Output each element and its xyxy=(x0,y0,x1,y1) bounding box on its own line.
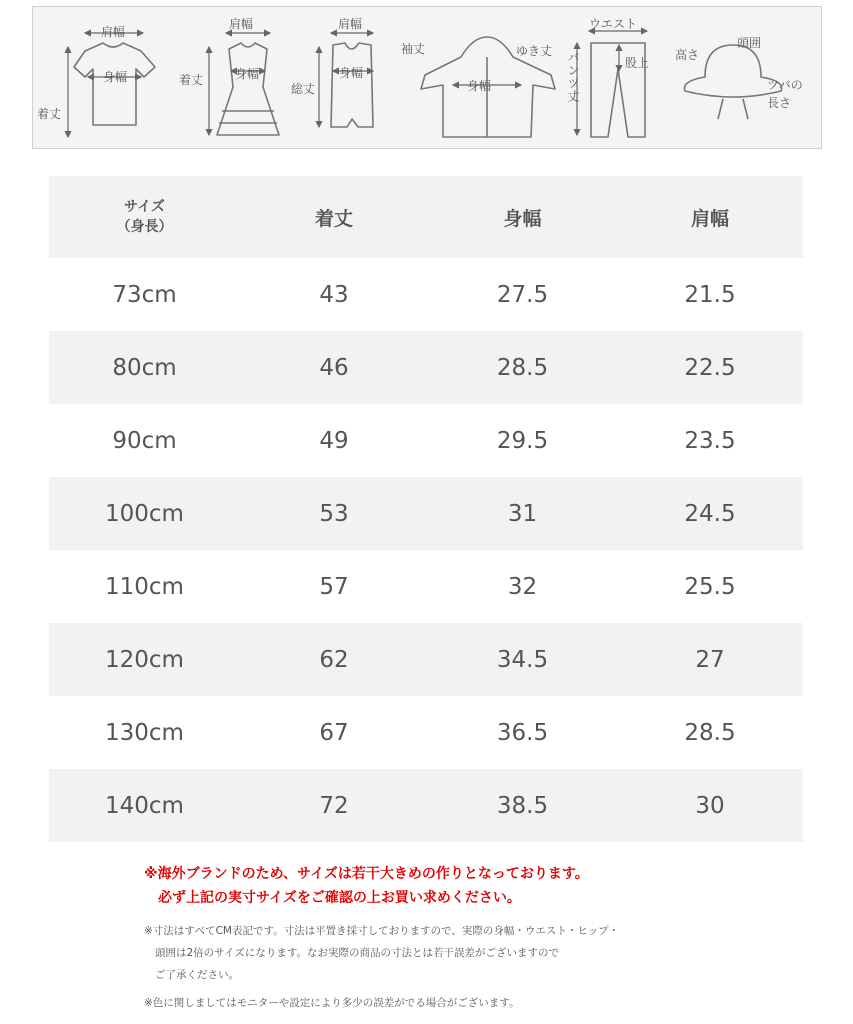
dress-body-width-label: 身幅 xyxy=(235,67,260,81)
cell-size: 140cm xyxy=(105,792,184,819)
jacket-sleeve-label: 袖丈 xyxy=(401,42,426,56)
cell-shoulder: 22.5 xyxy=(684,354,736,381)
tshirt-length-label: 着丈 xyxy=(37,107,62,121)
hat-brim-label: ツバの xyxy=(767,78,803,92)
cell-size: 90cm xyxy=(112,427,177,454)
cell-length: 67 xyxy=(319,719,349,746)
cell-body-width: 34.5 xyxy=(496,646,549,673)
cell-length: 43 xyxy=(319,281,349,308)
cell-shoulder: 27 xyxy=(695,646,725,673)
hat-head-label: 頭囲 xyxy=(737,36,762,50)
cell-size: 80cm xyxy=(112,354,177,381)
cell-size: 130cm xyxy=(105,719,184,746)
table-row xyxy=(49,331,803,404)
cell-body-width: 29.5 xyxy=(496,427,549,454)
table-row xyxy=(49,769,803,842)
cell-body-width: 27.5 xyxy=(496,281,549,308)
header-size-line2: （身長） xyxy=(116,219,173,235)
cell-body-width: 38.5 xyxy=(496,792,549,819)
table-row xyxy=(49,477,803,550)
romper-icon xyxy=(331,43,373,127)
cell-length: 62 xyxy=(319,646,349,673)
cell-size: 110cm xyxy=(105,573,184,600)
hat-height-label: 高さ xyxy=(675,48,700,62)
jacket-body-width-label: 身幅 xyxy=(467,79,492,93)
note-line-3: ご了承ください。 xyxy=(155,969,239,981)
garment-illustrations xyxy=(33,7,823,150)
header-body-width: 身幅 xyxy=(503,207,542,230)
tshirt-icon xyxy=(74,43,155,125)
warning-line-2: 必ず上記の実寸サイズをご確認の上お買い求めください。 xyxy=(158,890,521,906)
romper-body-width-label: 身幅 xyxy=(339,66,364,80)
cell-body-width: 32 xyxy=(507,573,538,600)
dress-length-label: 着丈 xyxy=(179,73,204,87)
pants-inseam-label: 股上 xyxy=(625,56,650,70)
note-line-2: 頭囲は2倍のサイズになります。なお実際の商品の寸法とは若干誤差がございますので xyxy=(155,947,559,959)
romper-shoulder-label: 肩幅 xyxy=(338,17,363,31)
cell-shoulder: 28.5 xyxy=(684,719,736,746)
hat-brim2-label: 長さ xyxy=(767,96,792,110)
measurement-guide xyxy=(32,6,822,149)
cell-shoulder: 24.5 xyxy=(684,500,736,527)
jacket-yuki-label: ゆき丈 xyxy=(516,44,553,58)
table-row xyxy=(49,696,803,769)
cell-length: 46 xyxy=(319,354,349,381)
cell-length: 53 xyxy=(319,500,349,527)
size-table xyxy=(49,176,803,842)
dress-icon xyxy=(217,43,279,135)
romper-total-length-label: 総丈 xyxy=(291,82,316,96)
measurement-note xyxy=(144,920,619,986)
header-size xyxy=(49,197,240,237)
header-size-line1: サイズ xyxy=(124,199,165,215)
table-row xyxy=(49,404,803,477)
cell-body-width: 31 xyxy=(507,500,538,527)
cell-shoulder: 23.5 xyxy=(684,427,736,454)
table-header-row xyxy=(49,176,803,258)
cell-shoulder: 30 xyxy=(695,792,725,819)
table-row xyxy=(49,258,803,331)
cell-length: 72 xyxy=(319,792,349,819)
cell-body-width: 36.5 xyxy=(496,719,549,746)
cell-shoulder: 25.5 xyxy=(684,573,736,600)
note-line-1: ※寸法はすべてCM表記です。寸法は平置き採寸しておりますので、実際の身幅・ウエスト・ヒップ・ xyxy=(144,925,620,937)
size-warning xyxy=(144,862,589,910)
cell-size: 120cm xyxy=(105,646,184,673)
color-note xyxy=(144,992,519,1014)
cell-length: 49 xyxy=(319,427,349,454)
cell-size: 73cm xyxy=(112,281,177,308)
tshirt-shoulder-label: 肩幅 xyxy=(101,25,126,39)
cell-length: 57 xyxy=(319,573,349,600)
warning-line-1: ※海外ブランドのため、サイズは若干大きめの作りとなっております。 xyxy=(144,866,589,882)
measure-arrows xyxy=(68,31,650,137)
header-shoulder: 肩幅 xyxy=(690,207,729,230)
tshirt-body-width-label: 身幅 xyxy=(103,70,128,84)
cell-shoulder: 21.5 xyxy=(684,281,736,308)
pants-length-label: パンツ丈 xyxy=(566,51,580,103)
dress-shoulder-label: 肩幅 xyxy=(229,17,254,31)
cell-size: 100cm xyxy=(105,500,184,527)
table-row xyxy=(49,550,803,623)
header-length: 着丈 xyxy=(314,207,353,230)
pants-waist-label: ウエスト xyxy=(589,17,638,31)
table-row xyxy=(49,623,803,696)
cell-body-width: 28.5 xyxy=(496,354,549,381)
note-line-4: ※色に関しましてはモニターや設定により多少の誤差がでる場合がございます。 xyxy=(144,997,520,1009)
